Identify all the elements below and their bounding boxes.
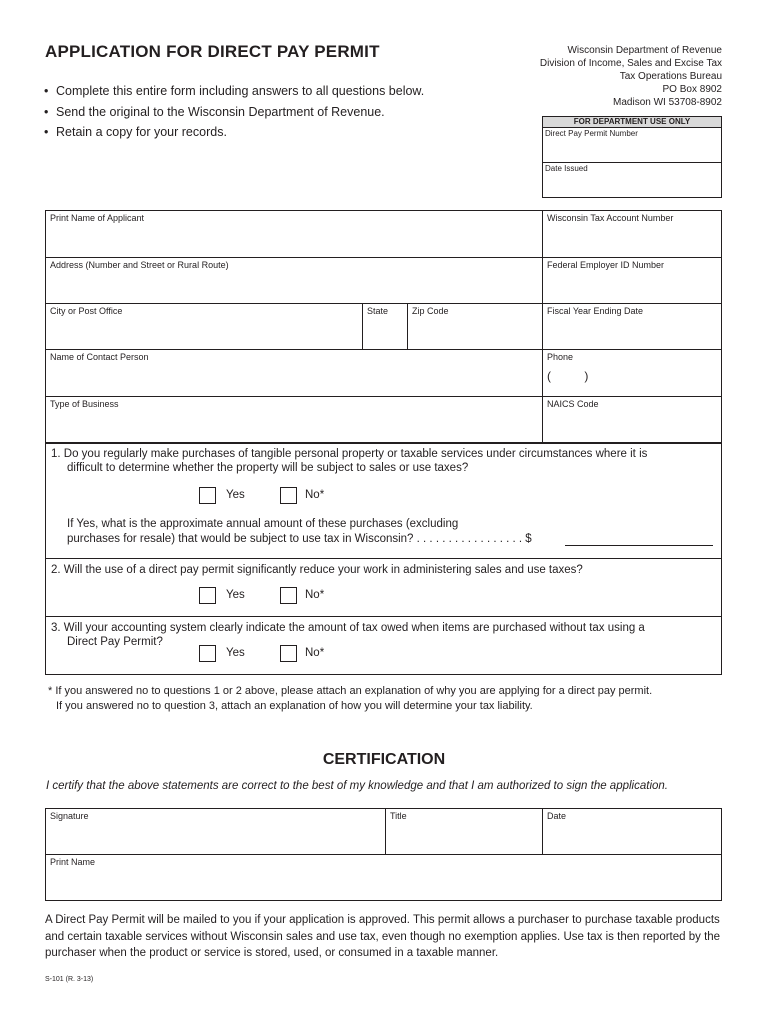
q1-followup-text-cont: purchases for resale) that would be subject to use tax in Wisconsin? . . . . . . . . . . . . . . . . . $ (67, 533, 532, 545)
q2-yes-label: Yes (226, 589, 245, 601)
question-2-text: 2. Will the use of a direct pay permit significantly reduce your work in administering sales and use taxes? (51, 564, 583, 576)
fein-field[interactable] (542, 257, 722, 304)
fiscal-year-field[interactable] (542, 303, 722, 350)
contact-person-label: Name of Contact Person (50, 352, 149, 362)
question-1-text-cont: difficult to determine whether the property will be subject to sales or use taxes? (67, 462, 469, 474)
print-name-label: Print Name (50, 857, 96, 867)
city-label: City or Post Office (50, 306, 123, 316)
business-type-label: Type of Business (50, 399, 119, 409)
closing-paragraph: A Direct Pay Permit will be mailed to you if your application is approved. This permit allows a purchaser to purchase taxable products and certain taxable services without Wisconsin sales and use tax, even though no exemption applies. Use tax is then reported by the purchaser when the product or service is stored, used, or consumed in a taxable manner. (45, 914, 721, 959)
instruction-item: • Retain a copy for your records. (44, 122, 424, 143)
naics-field[interactable] (542, 396, 722, 443)
address-line: Madison WI 53708-8902 (613, 97, 722, 108)
question-divider (45, 616, 722, 617)
form-number: S-101 (R. 3-13) (45, 976, 94, 983)
title-label: Title (390, 811, 407, 821)
phone-area-code-parens: ( ) (547, 369, 589, 383)
permit-number-field (543, 128, 721, 162)
tax-account-label: Wisconsin Tax Account Number (547, 213, 674, 223)
instruction-item: • Send the original to the Wisconsin Department of Revenue. (44, 102, 424, 123)
signature-label: Signature (50, 811, 89, 821)
phone-label: Phone (547, 352, 574, 362)
certification-statement: I certify that the above statements are correct to the best of my knowledge and that I am authorized to sign the application. (46, 780, 668, 792)
contact-person-field[interactable] (45, 349, 543, 397)
instructions-list (44, 81, 424, 143)
state-label: State (367, 306, 389, 316)
q3-yes-label: Yes (226, 647, 245, 659)
fiscal-year-label: Fiscal Year Ending Date (547, 306, 644, 316)
business-type-field[interactable] (45, 396, 543, 443)
footnote-line-2: If you answered no to question 3, attach an explanation of how you will determine your tax liability. (56, 699, 533, 712)
date-label: Date (547, 811, 567, 821)
question-3-text: 3. Will your accounting system clearly indicate the amount of tax owed when items are purchased without tax using a (51, 622, 645, 634)
city-field[interactable] (45, 303, 363, 350)
department-use-heading: FOR DEPARTMENT USE ONLY (543, 117, 721, 128)
signature-field[interactable] (45, 808, 386, 855)
q2-yes-checkbox[interactable] (199, 587, 216, 604)
q1-followup-text: If Yes, what is the approximate annual amount of these purchases (excluding (67, 518, 459, 530)
form-title: APPLICATION FOR DIRECT PAY PERMIT (45, 42, 380, 61)
tax-account-field[interactable] (542, 210, 722, 258)
q2-no-label: No* (305, 589, 325, 601)
address-line: Division of Income, Sales and Excise Tax (539, 58, 722, 69)
naics-label: NAICS Code (547, 399, 599, 409)
state-field[interactable] (362, 303, 408, 350)
q2-no-checkbox[interactable] (280, 587, 297, 604)
title-field[interactable] (385, 808, 543, 855)
q3-no-checkbox[interactable] (280, 645, 297, 662)
instruction-item: • Complete this entire form including answers to all questions below. (44, 81, 424, 102)
q1-yes-label: Yes (226, 489, 245, 501)
department-address (540, 44, 722, 109)
address-line: Wisconsin Department of Revenue (567, 45, 722, 56)
print-name-field[interactable] (45, 854, 722, 901)
footnote-line-1: * If you answered no to questions 1 or 2 above, please attach an explanation of why you are applying for a direct pay permit. (48, 685, 653, 697)
address-field[interactable] (45, 257, 543, 304)
purchase-amount-line[interactable] (565, 545, 713, 546)
department-use-box (542, 116, 722, 198)
applicant-name-field[interactable] (45, 210, 543, 258)
certification-title: CERTIFICATION (322, 751, 446, 768)
address-label: Address (Number and Street or Rural Route) (50, 260, 229, 270)
footnote (48, 684, 652, 713)
q1-yes-checkbox[interactable] (199, 487, 216, 504)
q1-no-checkbox[interactable] (280, 487, 297, 504)
question-3-text-cont: Direct Pay Permit? (67, 636, 163, 648)
zip-label: Zip Code (412, 306, 449, 316)
question-1-text: 1. Do you regularly make purchases of tangible personal property or taxable services under circumstances where it is (51, 448, 648, 460)
date-issued-label: Date Issued (545, 164, 588, 173)
zip-field[interactable] (407, 303, 543, 350)
q3-no-label: No* (305, 647, 325, 659)
q1-no-label: No* (305, 489, 325, 501)
date-issued-field (543, 162, 721, 196)
address-line: PO Box 8902 (662, 84, 722, 95)
date-field[interactable] (542, 808, 722, 855)
phone-field[interactable] (542, 349, 722, 397)
applicant-name-label: Print Name of Applicant (50, 213, 145, 223)
address-line: Tax Operations Bureau (619, 71, 722, 82)
permit-number-label: Direct Pay Permit Number (545, 129, 638, 138)
q3-yes-checkbox[interactable] (199, 645, 216, 662)
question-divider (45, 558, 722, 559)
fein-label: Federal Employer ID Number (547, 260, 665, 270)
